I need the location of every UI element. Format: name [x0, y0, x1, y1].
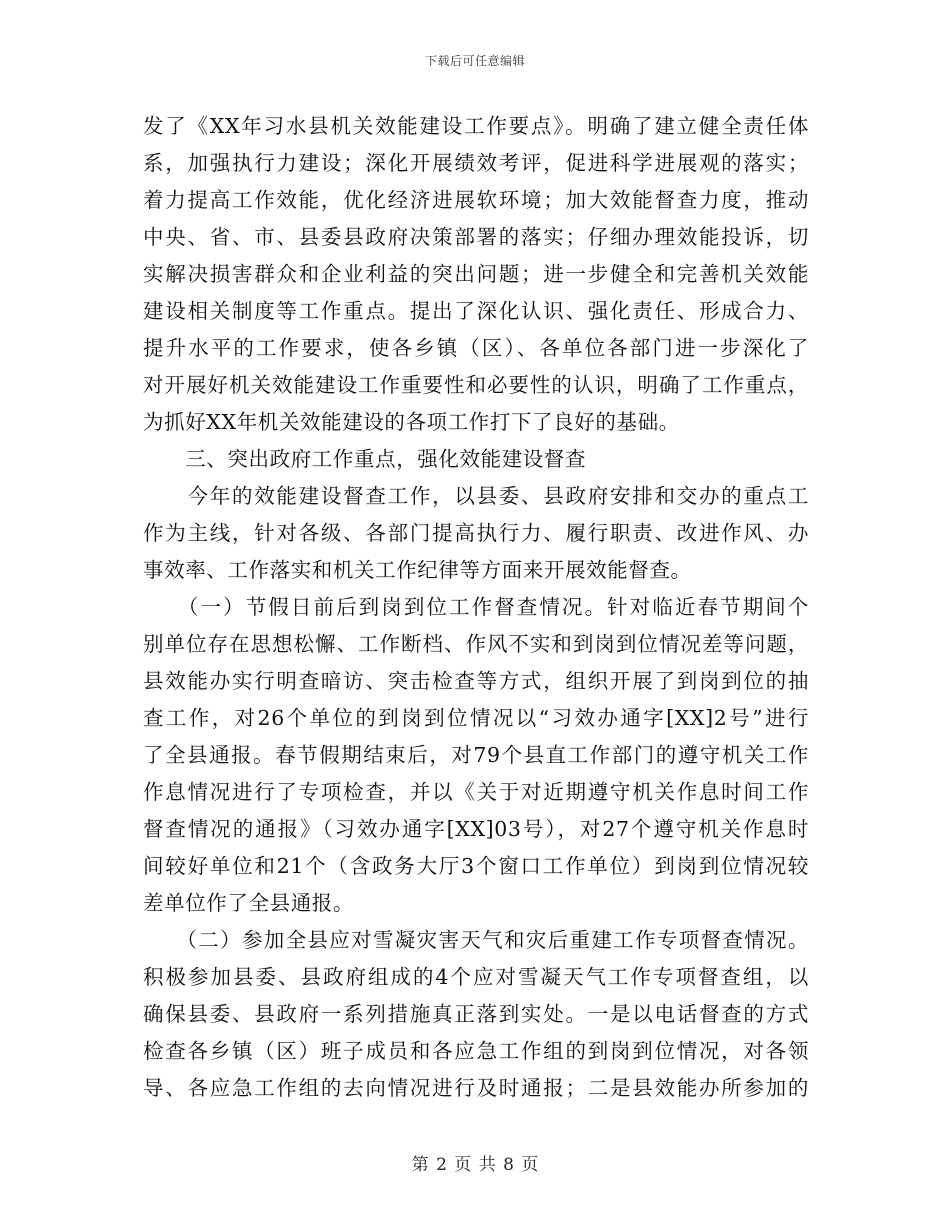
- body-line: 了全县通报。春节假期结束后，对79个县直工作部门的遵守机关工作: [143, 743, 809, 767]
- body-line: 作为主线，针对各级、各部门提高执行力、履行职责、改进作风、办: [143, 521, 809, 545]
- body-line: 系，加强执行力建设；深化开展绩效考评，促进科学进展观的落实；: [143, 151, 809, 175]
- paragraph-end-line: 为抓好XX年机关效能建设的各项工作打下了良好的基础。: [143, 410, 680, 434]
- body-line: 着力提高工作效能，优化经济进展软环境；加大效能督查力度，推动: [143, 188, 809, 212]
- body-line: （一）节假日前后到岗到位工作督查情况。针对临近春节期间个: [143, 595, 809, 619]
- body-line: 检查各乡镇（区）班子成员和各应急工作组的到岗到位情况，对各领: [143, 1039, 809, 1063]
- body-line: （二）参加全县应对雪凝灾害天气和灾后重建工作专项督查情况。: [143, 928, 809, 952]
- section-heading: 三、突出政府工作重点，强化效能建设督查: [143, 447, 587, 471]
- body-line: 建设相关制度等工作重点。提出了深化认识、强化责任、形成合力、: [143, 299, 809, 323]
- body-line: 实解决损害群众和企业利益的突出问题；进一步健全和完善机关效能: [143, 262, 809, 286]
- body-line: 发了《XX年习水县机关效能建设工作要点》。明确了建立健全责任体: [143, 114, 809, 138]
- body-line: 今年的效能建设督查工作，以县委、县政府安排和交办的重点工: [143, 484, 809, 508]
- body-line: 间较好单位和21个（含政务大厅3个窗口工作单位）到岗到位情况较: [143, 854, 809, 878]
- body-line: 提升水平的工作要求，使各乡镇（区）、各单位各部门进一步深化了: [143, 336, 809, 360]
- paragraph-end-line: 事效率、工作落实和机关工作纪律等方面来开展效能督查。: [143, 558, 692, 582]
- document-body: [143, 108, 809, 1107]
- body-line: 确保县委、县政府一系列措施真正落到实处。一是以电话督查的方式: [143, 1002, 809, 1026]
- body-line: 县效能办实行明查暗访、突击检查等方式，组织开展了到岗到位的抽: [143, 669, 809, 693]
- page-number: 第 2 页 共 8 页: [411, 1155, 539, 1175]
- page-header-note: 下载后可任意编辑: [424, 54, 525, 68]
- body-line: 查工作，对26个单位的到岗到位情况以“习效办通字[XX]2号”进行: [143, 706, 809, 730]
- body-line: 督查情况的通报》（习效办通字[XX]03号），对27个遵守机关作息时: [143, 817, 809, 841]
- body-line: 中央、省、市、县委县政府决策部署的落实；仔细办理效能投诉，切: [143, 225, 809, 249]
- body-line: 积极参加县委、县政府组成的4个应对雪凝天气工作专项督查组，以: [143, 965, 809, 989]
- body-line: 对开展好机关效能建设工作重要性和必要性的认识，明确了工作重点，: [143, 373, 809, 397]
- paragraph-end-line: 差单位作了全县通报。: [143, 891, 354, 915]
- body-line: 别单位存在思想松懈、工作断档、作风不实和到岗到位情况差等问题，: [143, 632, 809, 656]
- body-line: 导、各应急工作组的去向情况进行及时通报；二是县效能办所参加的: [143, 1076, 809, 1100]
- body-line: 作息情况进行了专项检查，并以《关于对近期遵守机关作息时间工作: [143, 780, 809, 804]
